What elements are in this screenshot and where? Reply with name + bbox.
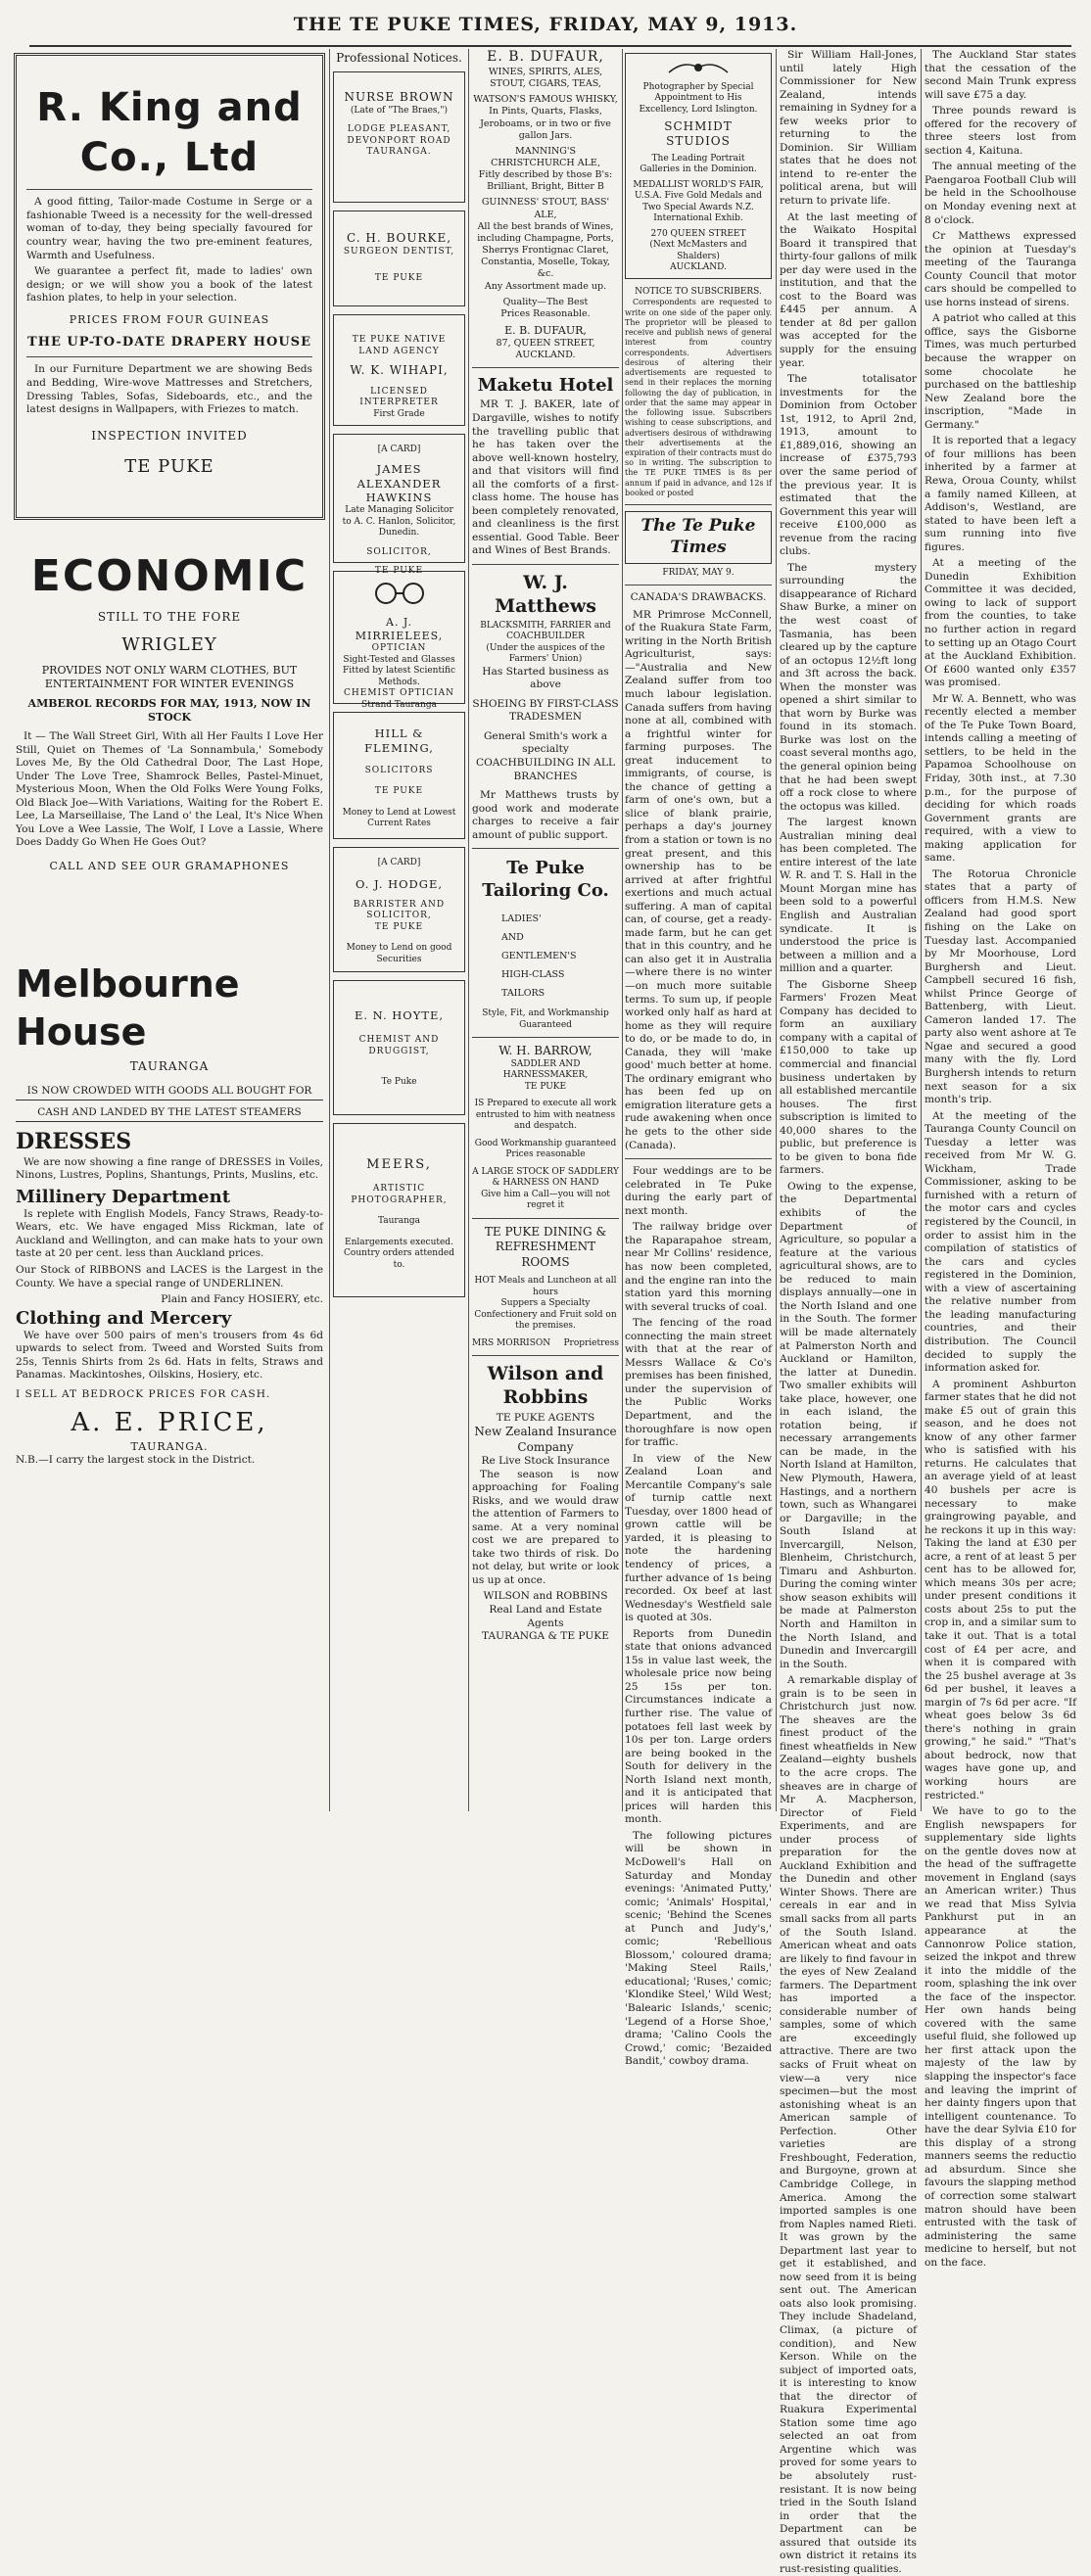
news-paragraph: The mystery surrounding the disappearance of Richard Shaw Burke, a miner on the west coast of Tasmania, has been cleared up by the capture of an octopus 12½ft long and 3ft across the back. When the monster was opened a shirt similar to that worn by Burke was found in its stomach. Burke was lost on the coast several months ago, the general opinion being that he had been swept off a rock close to where the octopus was killed. [780, 561, 917, 813]
king-guarantee: We guarantee a perfect fit, made to ladies' own design; or we will show you a book of the latest fashion plates, to help in your selection. [26, 265, 312, 304]
news-paragraph: The Gisborne Sheep Farmers' Frozen Meat Company has decided to form an auxiliary company with a capital of £150,000 to take up commercial and financial business undertaken by all established mercantile houses. The first subscription is limited to 40,000 shares to the public, but preference is to be given to bona fide farmers. [780, 978, 917, 1177]
economic-titles: It — The Wall Street Girl, With all Her Faults I Love Her Still, Quiet on Themes of 'La Sonnambula,' Somebody Loves Me, By the Old Cathedral Door, The Last Hope, Under The Love Tree, Shamrock Belles, Pastel-Minuet, Mysterious Moon, When the Old Folks Were Young Folks, Old Black Joe—With Variations, Waiting for the Robert E. Lee, La Marseillaise, The Land o' the Leal, It's Nice When You Love a Wee Lassie, The Wolf, I Love a Lassie, Where Does Daddy Go When He Goes Out? [16, 730, 323, 849]
column-6 [925, 49, 1077, 2269]
dufaur-line: E. B. DUFAUR, [487, 49, 604, 65]
article-paragraph: Reports from Dunedin state that onions advanced 15s in value last week, the wholesale price now being 25 15s per ton. Circumstances indicate a further rise. The value of potatoes fell last week by 10s per ton. Large orders are being booked in the South for delivery in the North Island next month, and it is anticipated that prices will harden this month. [625, 1627, 772, 1826]
tailoring-line: AND [501, 932, 524, 944]
hodge-line: TE PUKE [374, 921, 424, 932]
ribbons-text: Our Stock of RIBBONS and LACES is the Largest in the County. We have a special range of UNDERLINEN. [16, 1263, 323, 1289]
wihapi-line: TE PUKE NATIVE LAND AGENCY [352, 335, 447, 356]
paper-date: FRIDAY, MAY 9. [662, 567, 735, 578]
dresses-heading: DRESSES [16, 1129, 132, 1155]
tailoring-line: LADIES' [501, 913, 542, 925]
barrow-line: A LARGE STOCK OF SADDLERY & HARNESS ON HAND [472, 1166, 619, 1189]
column-divider [921, 49, 922, 1811]
article-paragraph: The fencing of the road connecting the main street with that at the rear of Messrs Wallace & Co's premises has been finished, under the supervision of the Public Works Department, and the thoroughfare is now open for traffic. [625, 1317, 772, 1449]
dresses-text: We are now showing a fine range of DRESSES in Voiles, Ninons, Lustres, Poplins, Shantungs, Prints, Muslins, etc. [16, 1155, 323, 1182]
king-intro: A good fitting, Tailor-made Costume in Serge or a fashionable Tweed is a necessity for the well-dressed woman of to-day, they being specially favoured for country wear, having the two pre-eminent features, Warmth and Usefulness. [26, 196, 312, 261]
wilson-line: TAURANGA & TE PUKE [482, 1630, 609, 1643]
wilson-line: Real Land and Estate Agents [489, 1603, 602, 1629]
economic-advert [14, 528, 325, 957]
news-paragraph: The totalisator investments for the Dominion from October 1st, 1912, to April 2nd, 1913, amount to £1,889,016, showing an increase of £375,793 over the same period of the previous year. It is estimated that the Government this year will receive £100,000 as revenue from the racing clubs. [780, 373, 917, 558]
news-paragraph: We have to go to the English newspapers for supplementary side lights on the gentle doves now at the head of the suffragette movement in England (says an American writer.) Thus we read that Miss Sylvia Pankhurst put in an appearance at the Cannonrow Police station, seized the inkpot and threw it into the middle of the room, splashing the ink over the face of the inspector. Her own hands being covered with the same useful fluid, she followed up her first attack upon the majesty of the law by slapping the inspector's face and leaving the imprint of her dainty fingers upon that intelligent countenance. To have the dear Sylvia £10 for this display of a strong manners seems the reductio ad absurdum. Since she favours the slapping method of correction some stalwart matron should have been entrusted with the task of administering the same medicine to herself, but not on the face. [925, 1805, 1076, 2269]
dufaur-line: E. B. DUFAUR, [504, 324, 587, 338]
column-divider [468, 49, 469, 1811]
hawkins-line: [A CARD] [377, 445, 421, 455]
matthews-line: Has Started business as above [482, 665, 609, 691]
news-paragraph: A remarkable display of grain is to be seen in Christchurch just now. The sheaves are the finest product of the finest wheatfields in New Zealand—eighty bushels to the acre crops. The sheaves are in charge of Mr A. Macpherson, Director of Field Experiments, and are under process of preparation for the Auckland Exhibition and the Dunedin and other Winter Shows. There are cereals in ear and in small sacks from all parts of the South Island. American wheat and oats are likely to find favour in the eyes of New Zealand farmers. The Department has imported a considerable number of samples, some of which are exceedingly attractive. There are two sacks of Fruit wheat on view—a very nice specimen—but the most astonishing wheat is an American sample of Perfection. Other varieties are Freshbought, Federation, and Burgoyne, grown at Cambridge College, in America. Among the imported samples is one from Naples named Rieti. It was grown by the Department last year to get it established, and now seed from it is being sent out. The American oats also look promising. They include Shadeland, Climax, (a picture of condition), and New Kerson. While on the subject of imported oats, it is interesting to know that the director of Ruakura Experimental Station some time ago selected an oat from Argentine which was proved for some years to be absolutely rust-resistant. It is now being tried in the South Island in order that the Department can be assured that outside its own district it retains its rust-resisting qualities. [780, 1674, 917, 2575]
hoyte-line: Te Puke [381, 1077, 417, 1088]
nurse-line: DEVONPORT ROAD [347, 135, 451, 146]
king-house: THE UP-TO-DATE DRAPERY HOUSE [27, 334, 311, 350]
mirrielees-card [333, 571, 465, 710]
column-1 [14, 49, 325, 1811]
professional-heading: Professional Notices. [336, 51, 462, 65]
melbourne-advert [14, 957, 325, 1471]
masthead [0, 0, 1091, 43]
hodge-line: BARRISTER AND SOLICITOR, [353, 899, 446, 921]
hill-line: SOLICITORS [364, 765, 434, 775]
king-inspection: INSPECTION INVITED [91, 428, 248, 443]
tailoring-line: TAILORS [501, 988, 546, 1000]
dining-line: Suppers a Specialty [500, 1298, 591, 1309]
schmidt-line: MEDALLIST WORLD'S FAIR, U.S.A. Five Gold Medals and Two Special Awards N.Z. International Exhib. [633, 179, 764, 224]
column-5 [780, 49, 917, 2575]
dufaur-line: In Pints, Quarts, Flasks, Jeroboams, or in two or five gallon Jars. [480, 106, 611, 141]
meers-line: Enlargements executed. [345, 1237, 453, 1247]
news-paragraph: At a meeting of the Dunedin Exhibition Committee it was decided, owing to lack of support from the counties, to take no further action in regard to setting up an Otago Court at the Auckland Exhibition. Of £600 wanted only £357 was promised. [925, 557, 1076, 689]
king-advert [14, 53, 325, 520]
news-paragraph: Owing to the expense, the Departmental exhibits of the Department of Agriculture, so popular a feature at the various agricultural shows, are to be reduced to main displays annually—one in the North Island and one in the South. The former will be made alternately at Palmerston North and Auckland or Hamilton, the latter at Dunedin. Two smaller exhibits will take place, however, one in each island, the rotation being, if necessary arrangements can be made, in the North Island at Hamilton, New Plymouth, Hawera, Hastings, and a northern town, such as Whangarei or Dargaville; in the South Island at Invercargill, Nelson, Blenheim, Christchurch, Timaru and Ashburton. During the coming winter show season exhibits will be made at Palmerston North and Hamilton in the North Island, and Dunedin and Invercargill in the South. [780, 1180, 917, 1670]
wilson-line: New Zealand Insurance Company [474, 1425, 617, 1454]
hawkins-line: SOLICITOR, [366, 546, 432, 557]
matthews-line: Mr Matthews trusts by good work and moderate charges to receive a fair amount of public support. [472, 789, 619, 841]
news-paragraph: The Auckland Star states that the cessation of the second Main Trunk express will save £75 a day. [925, 49, 1076, 101]
nurse-line: LODGE PLEASANT, [347, 124, 451, 135]
news-paragraph: Mr W. A. Bennett, who was recently elected a member of the Te Puke Town Board, intends calling a meeting of settlers, to be held in the Papamoa Schoolhouse on Friday, 30th inst., at 7.30 p.m., for the purpose of deciding for which roads Government grants are required, with a view to making application for same. [925, 692, 1076, 865]
matthews-heading: W. J. Matthews [495, 572, 596, 618]
schmidt-line: The Leading Portrait Galleries in the Dominion. [640, 153, 757, 175]
wilson-line: TE PUKE AGENTS [496, 1411, 595, 1424]
wihapi-card [333, 314, 465, 426]
dufaur-advert [472, 49, 619, 361]
economic-records: AMBEROL RECORDS FOR MAY, 1913, NOW IN STOCK [27, 696, 311, 724]
hosiery-text: Plain and Fancy HOSIERY, etc. [161, 1293, 323, 1306]
mirrielees-line: Strand Tauranga [361, 699, 437, 710]
tailoring-line: HIGH-CLASS [501, 969, 565, 981]
clothing-text: We have over 500 pairs of men's trousers from 4s 6d upwards to select from. Tweed and Worsted Suits from 25s, Tennis Shirts from 2s 6d. Hats in felts, Straws and Panamas. Mackintoshes, Oilskins, Hosiery, etc. [16, 1329, 323, 1382]
matthews-line: General Smith's work a specialty COACHBUILDING IN ALL BRANCHES [475, 729, 616, 782]
melbourne-crowded: IS NOW CROWDED WITH GOODS ALL BOUGHT FOR [16, 1085, 323, 1101]
barrow-line: W. H. BARROW, [498, 1044, 593, 1058]
wilson-line: Re Live Stock Insurance [481, 1454, 610, 1467]
dufaur-line: Any Assortment made up. [484, 280, 607, 292]
news-paragraph: A prominent Ashburton farmer states that he did not make £5 out of grain this season, and he does not know of any other farmer who is satisfied with his returns. He calculates that an average yield of at least 40 bushels per acre is necessary to make graingrowing payable, and he reckons it up in this way: Taking the land at £30 per acre, a rent of at least 5 per cent has to be allowed for, which means 30s per acre; under present conditions it costs about 25s to put the crop in, and a similar sum to take it out. That is a total cost of £4 per acre, and when it is compared with the 25 bushel average at 3s 6d per bushel, it leaves a margin of 7s 6d per acre. "If wheat goes below 3s 6d there's nothing in grain growing," he said." "That's about bedrock, now that wages have gone up, and working hours are restricted." [925, 1378, 1076, 1802]
article-paragraph: The following pictures will be shown in McDowell's Hall on Saturday and Monday evenings: 'Animated Putty,' comic; 'Animals' Hospital,' scenic; 'Behind the Scenes at Punch and Judy's,' comic; 'Rebellious Blossom,' coloured drama; 'Making Steel Rails,' educational; 'Ruses,' comic; 'Klondike Steel,' Wild West; 'Balearic Islands,' scenic; 'Legend of a Horse Shoe,' drama; 'Calino Cools the Crowd,' comic; 'Bezaided Bandit,' cowboy drama. [625, 1829, 772, 2068]
wilson-heading: Wilson and Robbins [487, 1363, 604, 1409]
meers-line: ARTISTIC PHOTOGRAPHER, [351, 1183, 448, 1205]
hawkins-line: Late Managing Solicitor to A. C. Hanlon, Solicitor, Dunedin. [342, 505, 456, 539]
king-town: TE PUKE [124, 456, 214, 477]
bourke-card [333, 211, 465, 306]
news-paragraph: Cr Matthews expressed the opinion at Tuesday's meeting of the Tauranga County Council that motor cars should be compelled to use horns instead of sirens. [925, 230, 1076, 308]
melbourne-cash: CASH AND LANDED BY THE LATEST STEAMERS [16, 1101, 323, 1122]
bourke-line: SURGEON DENTIST, [343, 246, 455, 257]
dining-line: Proprietress [563, 1337, 619, 1348]
schmidt-line: (Next McMasters and Shalders) [649, 240, 747, 261]
dufaur-line: Quality—The Best [502, 296, 589, 307]
mirrielees-line: Sight-Tested and Glasses Fitted by latest Scientific Methods. [342, 654, 456, 687]
price-name: A. E. PRICE, [71, 1408, 268, 1438]
notice-text: Correspondents are requested to write on one side of the paper only. The proprietor will be pleased to receive and publish news of general interest from country correspondents. Advertisers desirous of altering their advertisements are requested to send in their replaces the morning following the day of publication, in order that the same may appear in the following issue. Subscribers wishing to cease subscriptions, and advertisers desirous of withdrawing their advertisements at the expiration of their contracts must do so in writing. The subscription to the TE PUKE TIMES is 8s per annum if paid in advance, and 12s if booked or posted [625, 298, 772, 497]
wilson-line: WILSON and ROBBINS [483, 1590, 608, 1603]
meers-line: Tauranga [377, 1216, 421, 1227]
mirrielees-line: CHEMIST OPTICIAN [344, 688, 454, 699]
hodge-line: Money to Lend on good Securities [346, 943, 452, 964]
article-paragraph: Four weddings are to be celebrated in Te Puke during the early part of next month. [625, 1165, 772, 1217]
economic-name: WRIGLEY [121, 633, 217, 655]
economic-provides: PROVIDES NOT ONLY WARM CLOTHES, BUT ENTERTAINMENT FOR WINTER EVENINGS [41, 663, 298, 690]
price-nb: N.B.—I carry the largest stock in the District. [16, 1453, 256, 1466]
matthews-line: SHOEING BY FIRST-CLASS TRADESMEN [472, 697, 619, 724]
hodge-line: O. J. HODGE, [355, 876, 443, 891]
economic-sub: STILL TO THE FORE [97, 610, 242, 625]
barrow-line: IS Prepared to execute all work entrusted to him with neatness and despatch. [474, 1099, 617, 1132]
wihapi-line: W. K. WIHAPI, [350, 363, 449, 378]
dining-line: TE PUKE DINING & REFRESHMENT ROOMS [484, 1224, 607, 1269]
news-paragraph: At the last meeting of the Waikato Hospital Board it transpired that thirty-four gallons of milk per day were used in the institution, and that the cost to the Board was £445 per annum. A tender at 8d per gallon was accepted for the supply for the ensuing year. [780, 211, 917, 369]
dufaur-line: All the best brands of Wines, including Champagne, Ports, Sherrys Frontignac Claret, Constantia, Moselle, Tokay, &c. [477, 220, 614, 280]
dining-line: HOT Meals and Luncheon at all hours [474, 1275, 617, 1297]
bourke-line: C. H. BOURKE, [346, 231, 452, 246]
price-town: TAURANGA. [130, 1439, 209, 1453]
canada-heading: CANADA'S DRAWBACKS. [630, 591, 767, 604]
article-paragraph: MR Primrose McConnell, of the Ruakura State Farm, writing in the North British Agriculturist, says:—"Australia and New Zealand suffer from too much labour legislation. Canada suffers from having none at all, combined with a frightful winter for farming purposes. The great inducement to immigrants, of course, is the chance of getting a farm of one's own, but a slice of blank prairie, perhaps a day's journey from a station or town is no great present, and this ownership has to be arrived at after frightful exertions and much actual suffering. A man of capital can, of course, get a ready-made farm, but he can get that in this country, and he can also get it in Australia—where there is no winter—on much more suitable terms. To sum up, if people worked only half as hard at home as they will require to do, or be made to do, in Canada, they will 'make good' much better at home. The ordinary emigrant who has been fed up on emigration literature gets a rude awakening when once he gets to the other side (Canada). [625, 608, 772, 1151]
nurse-line: NURSE BROWN [344, 90, 454, 105]
matthews-line: BLACKSMITH, FARRIER and COACHBUILDER [480, 620, 611, 642]
notice-heading: NOTICE TO SUBSCRIBERS. [635, 286, 762, 297]
king-name: R. King and Co., Ltd [36, 85, 303, 181]
barrow-line: SADDLER AND HARNESSMAKER, [502, 1058, 589, 1081]
meers-line: Country orders attended to. [344, 1248, 454, 1270]
bedrock-text: I SELL AT BEDROCK PRICES FOR CASH. [16, 1387, 271, 1400]
tailoring-heading: Te Puke Tailoring Co. [482, 858, 609, 902]
millinery-heading: Millinery Department [16, 1186, 231, 1207]
dufaur-line: WATSON'S FAMOUS WHISKY, [473, 94, 618, 106]
schmidt-line: 270 QUEEN STREET [650, 228, 746, 239]
hoyte-card [333, 980, 465, 1115]
barrow-line: TE PUKE [524, 1081, 567, 1092]
meers-card [333, 1123, 465, 1297]
hill-line: HILL & FLEMING, [364, 726, 434, 756]
barrow-line: Good Workmanship guaranteed Prices reasonable [474, 1138, 617, 1160]
millinery-text: Is replete with English Models, Fancy Straws, Ready-to-Wears, etc. We have engaged Miss Rickman, late of Auckland and Wellington, and can make hats to your own taste at 20 per cent. less than Auckland prices. [16, 1207, 323, 1260]
dufaur-line: 87, QUEEN STREET, AUCKLAND. [496, 338, 595, 361]
hodge-card [333, 847, 465, 972]
schmidt-line: Photographer by Special Appointment to His Excellency, Lord Islington. [639, 81, 758, 115]
tailoring-list [472, 910, 619, 1003]
nurse-line: TAURANGA. [366, 147, 432, 158]
mirrielees-line: OPTICIAN [371, 643, 427, 654]
tailoring-line: GENTLEMEN'S [501, 951, 577, 962]
hawkins-line: TE PUKE [374, 566, 424, 577]
meers-line: MEERS, [366, 1157, 432, 1173]
article-paragraph: In view of the New Zealand Loan and Mercantile Company's sale of turnip cattle next Tuesday, over 1800 head of grown cattle will be yarded, it is pleasing to note the hardening tendency of prices, a further advance of 1s being recorded. Ox beef at last Wednesday's Westfield sale is quoted at 30s. [625, 1452, 772, 1624]
crest-icon [664, 58, 733, 77]
hoyte-line: CHEMIST AND DRUGGIST, [358, 1035, 440, 1056]
wihapi-line: First Grade [373, 408, 425, 419]
column-divider [622, 49, 623, 1811]
hawkins-card [333, 434, 465, 577]
news-paragraph: The Rotorua Chronicle states that a party of officers from H.M.S. New Zealand had good sport fishing on the Lake on Tuesday last. Accompanied by Mr Moorhouse, Lord Burghersh and Lieut. Campbell secured 16 fish, whilst Prince George of Battenberg, with Lieut. Cameron landed 17. The party also went ashore at Te Ngae and secured a good many with the fly. Lord Burghersh intends to return next season for a six month's trip. [925, 867, 1076, 1106]
economic-headline: ECONOMIC [30, 551, 308, 601]
news-paragraph: At the meeting of the Tauranga County Council on Tuesday a letter was received from Mr W. G. Wickham, Trade Commissioner, asking to be furnished with a return of the motor cars and cycles registered by the Council, in order to assist him in the compilation of statistics of the cars and cycles registered in the Dominion, with a view of ascertaining the relative number from the leading manufacturing countries, and their distribution. The Council decided to supply the information asked for. [925, 1109, 1076, 1375]
clothing-heading: Clothing and Mercery [16, 1307, 232, 1329]
dufaur-line: GUINNESS' STOUT, BASS' ALE, [481, 197, 610, 220]
melbourne-name: Melbourne House [16, 962, 240, 1054]
barrow-line: Give him a Call—you will not regret it [481, 1189, 610, 1211]
news-paragraph: The largest known Australian mining deal has been completed. The entire interest of the late W. R. and T. S. Hall in the Mount Morgan mine has been sold to a powerful English and Australian syndicate. It is understood the price is between a million and a million and a quarter. [780, 817, 917, 975]
hoyte-line: E. N. HOYTE, [354, 1008, 445, 1023]
tailoring-line: Style, Fit, and Workmanship Guaranteed [482, 1008, 609, 1030]
hill-line: Money to Lend at Lowest Current Rates [342, 807, 456, 829]
masthead-rule [29, 45, 1071, 47]
king-prices: PRICES FROM FOUR GUINEAS [69, 312, 270, 326]
nurse-brown-card [333, 71, 465, 203]
mirrielees-line: A. J. MIRRIELEES, [355, 615, 444, 642]
spectacles-icon [370, 580, 429, 607]
masthead-title: THE TE PUKE TIMES, FRIDAY, MAY 9, 1913. [293, 14, 798, 35]
dining-line: MRS MORRISON [472, 1337, 551, 1348]
schmidt-line: AUCKLAND. [670, 262, 727, 273]
matthews-line: (Under the auspices of the Farmers' Union) [486, 642, 605, 665]
wihapi-line: LICENSED INTERPRETER [359, 386, 439, 408]
news-paragraph: It is reported that a legacy of four millions has been inherited by a farmer at Rewa, Oroua County, whilst a family named Killeen, at Addison's, Westland, are stated to have been left a sum running into five figures. [925, 435, 1076, 553]
column-divider [776, 49, 777, 1811]
column-divider [329, 49, 330, 1811]
maketu-text: MR T. J. BAKER, late of Dargaville, wishes to notify the travelling public that he has taken over the above well-known hostelry, and that visitors will find all the comforts of a first-class home. The house has been completely renovated, and cleanliness is the first essential. Good Table. Beer and Wines of Best Brands. [472, 398, 619, 557]
dufaur-line: WINES, SPIRITS, ALES, STOUT, CIGARS, TEAS, [488, 66, 603, 90]
melbourne-town: TAURANGA [129, 1059, 210, 1074]
schmidt-advert [625, 53, 772, 279]
column-3 [472, 49, 619, 1811]
hill-line: TE PUKE [374, 786, 424, 797]
dining-line: Confectionery and Fruit sold on the premises. [474, 1309, 617, 1332]
column-4 [625, 49, 772, 2068]
news-paragraph: The annual meeting of the Paengaroa Football Club will be held in the Schoolhouse on Monday evening next at 8 o'clock. [925, 161, 1077, 226]
hawkins-line: JAMES ALEXANDER HAWKINS [356, 461, 442, 505]
dufaur-line: MANNING'S CHRISTCHURCH ALE, [491, 145, 600, 168]
maketu-heading: Maketu Hotel [477, 375, 614, 397]
schmidt-line: SCHMIDT STUDIOS [664, 119, 733, 149]
economic-call: CALL AND SEE OUR GRAMAPHONES [49, 859, 290, 872]
king-furniture: In our Furniture Department we are showing Beds and Bedding, Wire-wove Mattresses and Stretchers, Dressing Tables, Sofas, Sideboards, etc., and the latest designs in Wallpapers, with Friezes to match. [26, 363, 312, 416]
paper-masthead: The Te Puke Times [625, 511, 772, 564]
dufaur-line: Prices Reasonable. [500, 307, 591, 319]
article-paragraph: The railway bridge over the Raparapahoe stream, near Mr Collins' residence, has now been completed, and the engine ran into the station yard this morning with several trucks of coal. [625, 1221, 772, 1313]
hodge-line: [A CARD] [377, 858, 421, 868]
column-2 [333, 49, 465, 1811]
news-paragraph: Sir William Hall-Jones, until lately High Commissioner for New Zealand, intends remaining in Sydney for a few weeks prior to returning to the Dominion. Sir William states that he does not intend to re-enter the political arena, but will return to private life. [780, 49, 917, 208]
news-paragraph: Three pounds reward is offered for the recovery of three steers lost from section 4, Kaituna. [925, 105, 1076, 157]
dufaur-line: Fitly described by those B's: Brilliant, Bright, Bitter B [478, 169, 613, 193]
dining-signature [472, 1338, 619, 1350]
nurse-line: (Late of "The Braes,") [350, 105, 449, 116]
hill-fleming-card [333, 712, 465, 839]
bourke-line: TE PUKE [374, 273, 424, 284]
news-paragraph: A patriot who called at this office, says the Gisborne Times, was much perturbed because the wrapper on some chocolate he purchased on the battleship New Zealand bore the inscription, "Made in Germany." [925, 312, 1076, 431]
wilson-line: The season is now approaching for Foaling Risks, and we would draw the attention of Farmers to same. At a very nominal cost we are prepared to take two thirds of risk. Do not delay, but write or look us up at once. [472, 1468, 619, 1586]
